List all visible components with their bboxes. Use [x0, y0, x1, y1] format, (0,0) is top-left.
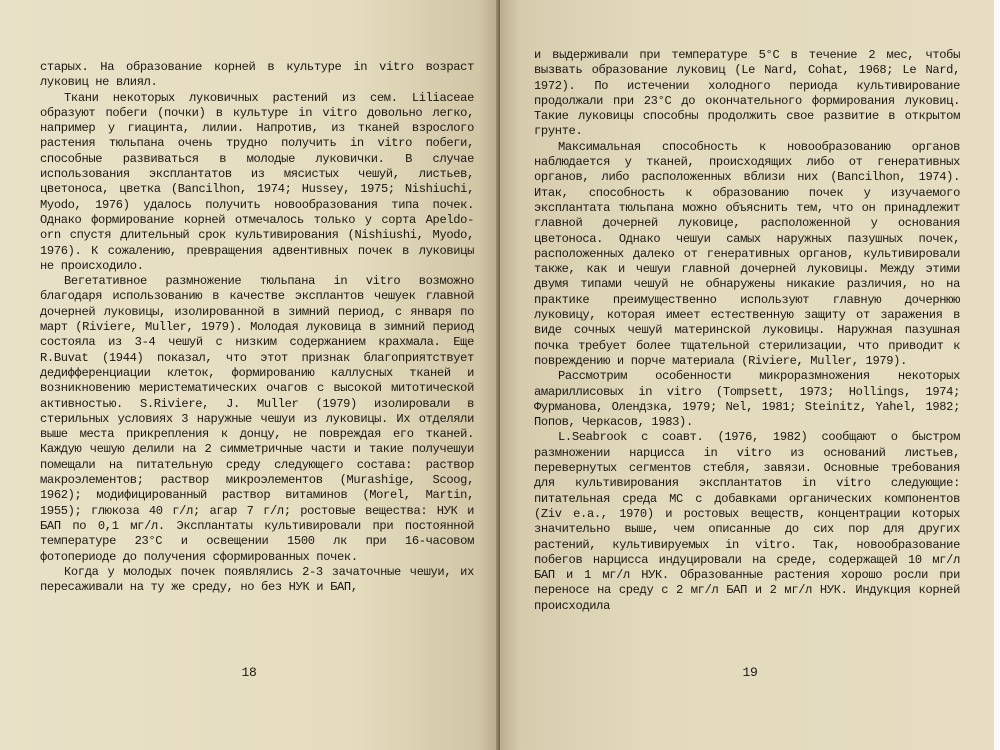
- page-edge: [994, 0, 1000, 750]
- left-paragraph-4: Когда у молодых почек появлялись 2-3 зачаточные чешуи, их пересаживали на ту же среду, но без НУК и БАП,: [40, 564, 474, 595]
- left-page-number: 18: [241, 664, 257, 680]
- left-paragraph-2: Ткани некоторых луковичных растений из сем. Liliaceae образуют побеги (почки) в культуре in vitro довольно легко, например у гиацинта, лилии. Напротив, из тканей взрослого растения тюльпана очень трудно получить in vitro побеги, способные развиваться в молодые луковички. В случае использования эксплантатов из мясистых чешуй, листьев, цветоноса, цветка (Bancilhon, 1974; Hussey, 1975; Nishiuchi, Myodo, 1976) удалось получить новообразования типа почек. Однако формирование корней отмечалось только у сорта Apeldo-orn спустя длительный срок культивирования (Nishiushi, Myodo, 1976). К сожалению, превращения адвентивных почек в луковицы не происходило.: [40, 90, 474, 273]
- right-paragraph-3: Рассмотрим особенности микроразмножения некоторых амариллисовых in vitro (Tompsett, 1973; Hollings, 1974; Фурманова, Олендзка, 1979; Nel, 1981; Steinitz, Yahel, 1982; Попов, Черкасов, 1983).: [534, 369, 960, 430]
- left-paragraph-3: Вегетативное размножение тюльпана in vitro возможно благодаря использованию в качестве эксплантов чешуек главной дочерней луковицы, изолированной в зимний период, с января по март (Riviere, Muller, 1979). Молодая луковица в зимний период состояла из 3-4 чешуй с низким содержанием крахмала. Еще R.Buvat (1944) показал, что этот признак благоприятствует дедифференциации клеток, формированию каллусных тканей и возникновению меристематических очагов с высокой митотической активностью. S.Riviere, J. Muller (1979) изолировали в стерильных условиях 3 наружные чешуи из луковицы. Их отделяли выше места прикрепления к донцу, не повреждая его тканей. Каждую чешую делили на 2 симметричные части и такие получешуи помещали на питательную среду следующего состава: раствор макроэлементов; раствор микроэлементов (Murashige, Scoog, 1962); модифицированный раствор витаминов (Morel, Martin, 1955); глюкоза 40 г/л; агар 7 г/л; ростовые вещества: НУК и БАП по 0,1 мг/л. Эксплантаты культивировали при постоянной температуре 23°С и освещении 1500 лк при 16-часовом фотопериоде до получения сформированных почек.: [40, 274, 474, 564]
- left-paragraph-1: старых. На образование корней в культуре in vitro возраст луковиц не влиял.: [40, 60, 474, 90]
- right-paragraph-2: Максимальная способность к новообразованию органов наблюдается у тканей, происходящих либо от генеративных органов, либо расположенных вблизи них (Bancilhon, 1974). Итак, способность к образованию почек у изучаемого эксплантата тюльпана можно объяснить тем, что он принадлежит главной дочерней луковице, расположенной у основания цветоноса. Однако чешуи самых наружных пазушных почек, расположенных далеко от генеративных органов, культивировали также, как и чешуи главной дочерней луковицы. Между этими двумя типами чешуй не обнаружены никакие различия, но на практике преимущественно используют главную дочернюю луковицу, которая имеет естественную защиту от заражения в виде сочных чешуй материнской луковицы. Наружная пазушная почка требует более тщательной стерилизации, что приводит к повреждению и порче материала (Riviere, Muller, 1979).: [534, 139, 960, 368]
- right-paragraph-4: L.Seabrook с соавт. (1976, 1982) сообщают о быстром размножении нарцисса in vitro из оснований листьев, перевернутых сегментов стебля, завязи. Основные требования для культивирования эксплантатов in vitro следующие: питательная среда МС с добавками органических компонентов (Ziv e.a., 1970) и ростовых веществ, концентрации которых значительно выше, чем описанные до сих пор для других растений, культивируемых in vitro. Так, новообразование побегов нарцисса индуцировали на среде, содержащей 10 мг/л БАП и 1 мг/л НУК. Образованные растения хорошо росли при переносе на среду с 2 мг/л БАП и 2 мг/л НУК. Индукция корней происходила: [534, 430, 960, 613]
- right-paragraph-1: и выдерживали при температуре 5°С в течение 2 мес, чтобы вызвать образование луковиц (Le Nard, Cohat, 1968; Le Nard, 1972). По истечении холодного периода культивирование продолжали при 23°С до окончательного формирования луковиц. Такие луковицы способны продолжить свое развитие в открытом грунте.: [534, 48, 960, 139]
- left-page: [0, 0, 498, 750]
- right-page: [500, 0, 1000, 750]
- right-page-number: 19: [742, 664, 758, 680]
